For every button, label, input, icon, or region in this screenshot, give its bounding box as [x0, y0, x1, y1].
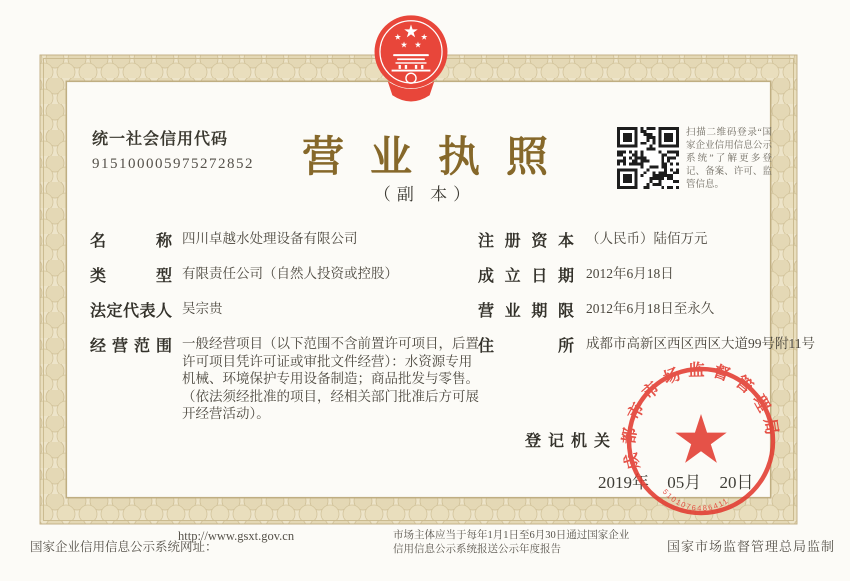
footer-producer: 国家市场监督管理总局监制	[667, 539, 836, 554]
field-type	[90, 263, 482, 286]
credit-code-value: 915100005975272852	[92, 156, 254, 172]
national-emblem-icon	[372, 13, 450, 117]
field-business-term-value: 2012年6月18日至永久	[586, 301, 715, 316]
field-name-value: 四川卓越水处理设备有限公司	[182, 231, 358, 246]
field-type-value: 有限责任公司（自然人投资或控股）	[182, 266, 398, 281]
field-name-label: 名称	[90, 233, 172, 250]
field-business-scope-label: 经营范围	[90, 338, 172, 355]
field-legal-representative-label: 法定代表人	[90, 303, 172, 320]
official-seal	[618, 358, 784, 524]
page-title: 营业执照	[301, 133, 574, 180]
field-establishment-date-value: 2012年6月18日	[586, 266, 674, 281]
registration-authority-label: 登记机关	[525, 433, 618, 450]
field-address	[478, 333, 846, 356]
field-business-scope-value: 一般经营项目（以下范围不含前置许可项目，后置许可项目凭许可证或审批文件经营）：水资源专用机械、环境保护专用设备制造；商品批发与零售。（依法须经批准的项目，经相关部门批准后方可展开经营活动）。	[182, 336, 479, 421]
credit-code-label: 统一社会信用代码	[92, 131, 229, 148]
qr-code	[617, 127, 679, 189]
registration-date-year: 2019年	[598, 473, 649, 492]
qr-caption: 扫描二维码登录“国家企业信用信息公示系统”了解更多登记、备案、许可、监管信息。	[686, 128, 772, 190]
footer-site-label: 国家企业信用信息公示系统网址：	[30, 540, 218, 554]
field-name	[90, 228, 482, 251]
seal-code: 5101076486411	[660, 487, 731, 513]
registration-date-day: 20日	[719, 473, 754, 492]
field-business-term-label: 营业期限	[478, 303, 574, 320]
field-legal-representative-value: 吴宗贵	[182, 301, 223, 316]
field-business-scope	[90, 333, 482, 423]
seal-text: 成都市市场监督管理局	[620, 361, 782, 472]
page-subtitle: （副 本）	[373, 185, 477, 204]
field-establishment-date	[478, 263, 846, 286]
field-address-label: 住所	[478, 338, 574, 355]
registration-date-month: 05月	[667, 473, 702, 492]
field-registered-capital-value: （人民币）陆佰万元	[586, 231, 708, 246]
field-business-term	[478, 298, 846, 321]
footer-annual-report-notice: 市场主体应当于每年1月1日至6月30日通过国家企业信用信息公示系统报送公示年度报告	[393, 530, 630, 555]
field-registered-capital	[478, 228, 846, 251]
field-establishment-date-label: 成立日期	[478, 268, 574, 285]
footer-site-url[interactable]: http://www.gsxt.gov.cn	[178, 529, 295, 543]
field-legal-representative	[90, 298, 482, 321]
field-registered-capital-label: 注册资本	[478, 233, 574, 250]
field-type-label: 类型	[90, 268, 172, 285]
field-address-value: 成都市高新区西区西区大道99号附11号	[586, 336, 815, 351]
